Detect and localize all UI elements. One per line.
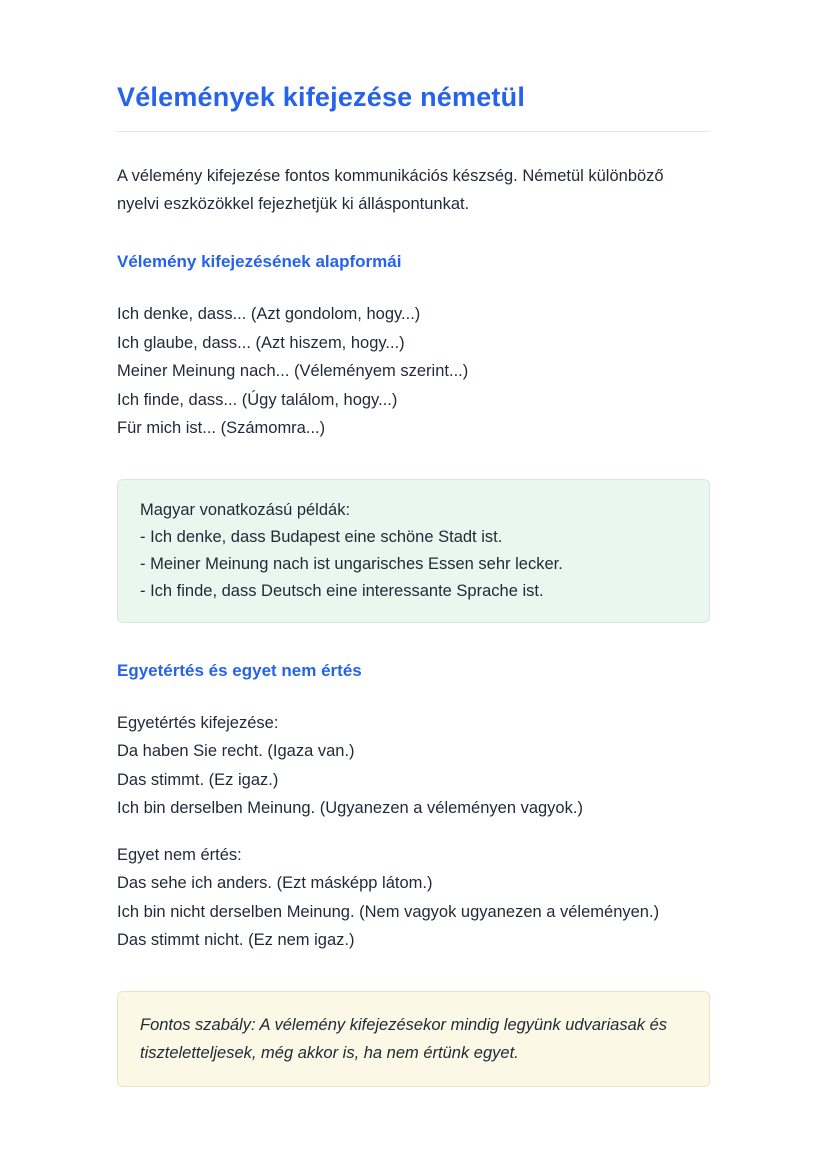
phrase-line: Ich denke, dass... (Azt gondolom, hogy...) — [117, 305, 421, 323]
example-box-title: Magyar vonatkozású példák: — [140, 500, 351, 519]
phrase-line: Meiner Meinung nach... (Véleményem szerint...) — [117, 362, 469, 380]
disagreement-line: Das sehe ich anders. (Ezt másképp látom.) — [117, 874, 433, 892]
disagreement-label: Egyet nem értés: — [117, 845, 242, 864]
note-text: Fontos szabály: A vélemény kifejezésekor mindig legyünk udvariasak és tiszteletteljesek, még akkor is, ha nem értünk egyet. — [140, 1015, 668, 1062]
page-title: Vélemények kifejezése németül — [117, 82, 526, 112]
disagreement-line: Das stimmt nicht. (Ez nem igaz.) — [117, 931, 355, 949]
phrase-list-basics — [117, 300, 710, 443]
intro-paragraph: A vélemény kifejezése fontos kommunikációs készség. Németül különböző nyelvi eszközökkel fejezhetjük ki álláspontunkat. — [117, 167, 664, 213]
agreement-list — [117, 709, 710, 823]
phrase-line: Ich glaube, dass... (Azt hiszem, hogy...) — [117, 333, 405, 352]
title-divider — [117, 131, 710, 132]
agreement-line: Da haben Sie recht. (Igaza van.) — [117, 742, 355, 760]
example-box — [117, 479, 710, 623]
example-item: - Ich denke, dass Budapest eine schöne Stadt ist. — [140, 527, 503, 546]
disagreement-line: Ich bin nicht derselben Meinung. (Nem vagyok ugyanezen a véleményen.) — [117, 902, 660, 921]
section-heading-basics: Vélemény kifejezésének alapformái — [117, 252, 402, 271]
example-item: - Meiner Meinung nach ist ungarisches Essen sehr lecker. — [140, 554, 563, 573]
phrase-line: Für mich ist... (Számomra...) — [117, 419, 326, 437]
section-heading-agreement: Egyetértés és egyet nem értés — [117, 660, 362, 680]
agreement-line: Das stimmt. (Ez igaz.) — [117, 770, 279, 789]
agreement-label: Egyetértés kifejezése: — [117, 713, 279, 732]
agreement-line: Ich bin derselben Meinung. (Ugyanezen a véleményen vagyok.) — [117, 799, 583, 817]
note-box — [117, 991, 710, 1087]
phrase-line: Ich finde, dass... (Úgy találom, hogy...) — [117, 390, 398, 409]
example-item: - Ich finde, dass Deutsch eine interessante Sprache ist. — [140, 581, 544, 600]
disagreement-list — [117, 841, 710, 955]
